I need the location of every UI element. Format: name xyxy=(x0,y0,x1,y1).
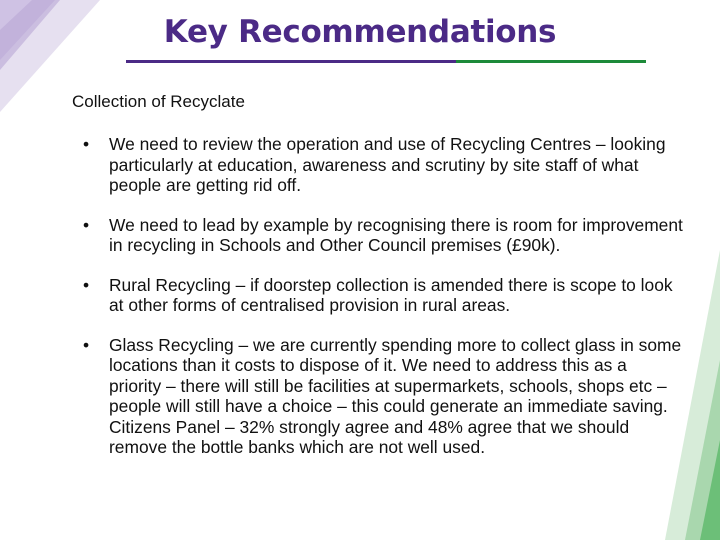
recommendation-item xyxy=(83,215,683,256)
recommendation-item xyxy=(83,335,683,458)
recommendation-list xyxy=(83,134,683,477)
title-underline xyxy=(126,60,646,64)
bullet-icon: • xyxy=(83,134,90,154)
section-heading: Collection of Recyclate xyxy=(72,92,245,111)
recommendation-item xyxy=(83,275,683,316)
recommendation-text: We need to review the operation and use of Recycling Centres – looking particularly at education, awareness and scrutiny by site staff of what people are getting rid off. xyxy=(109,134,666,195)
recommendation-text: We need to lead by example by recognising there is room for improvement in recycling in Schools and Other Council premises (£90k). xyxy=(109,214,683,255)
slide-title: Key Recommendations xyxy=(163,14,557,50)
bullet-icon: • xyxy=(83,274,90,295)
recommendation-text: Glass Recycling – we are currently spending more to collect glass in some locations than it costs to dispose of it. We need to address this as a priority – there will still be facilities at supermarkets, schools, shops etc – people will still have a choice – this could generate an immediate saving. Citizens Panel – 32% strongly agree and 48% agree that we should remove the bottle banks which are not well used. xyxy=(109,334,682,457)
bullet-icon: • xyxy=(83,334,90,355)
recommendation-text: Rural Recycling – if doorstep collection is amended there is scope to look at other forms of centralised provision in rural areas. xyxy=(109,274,673,315)
recommendation-item xyxy=(83,134,683,196)
bullet-icon: • xyxy=(83,214,90,235)
title-underline-green xyxy=(456,60,646,63)
